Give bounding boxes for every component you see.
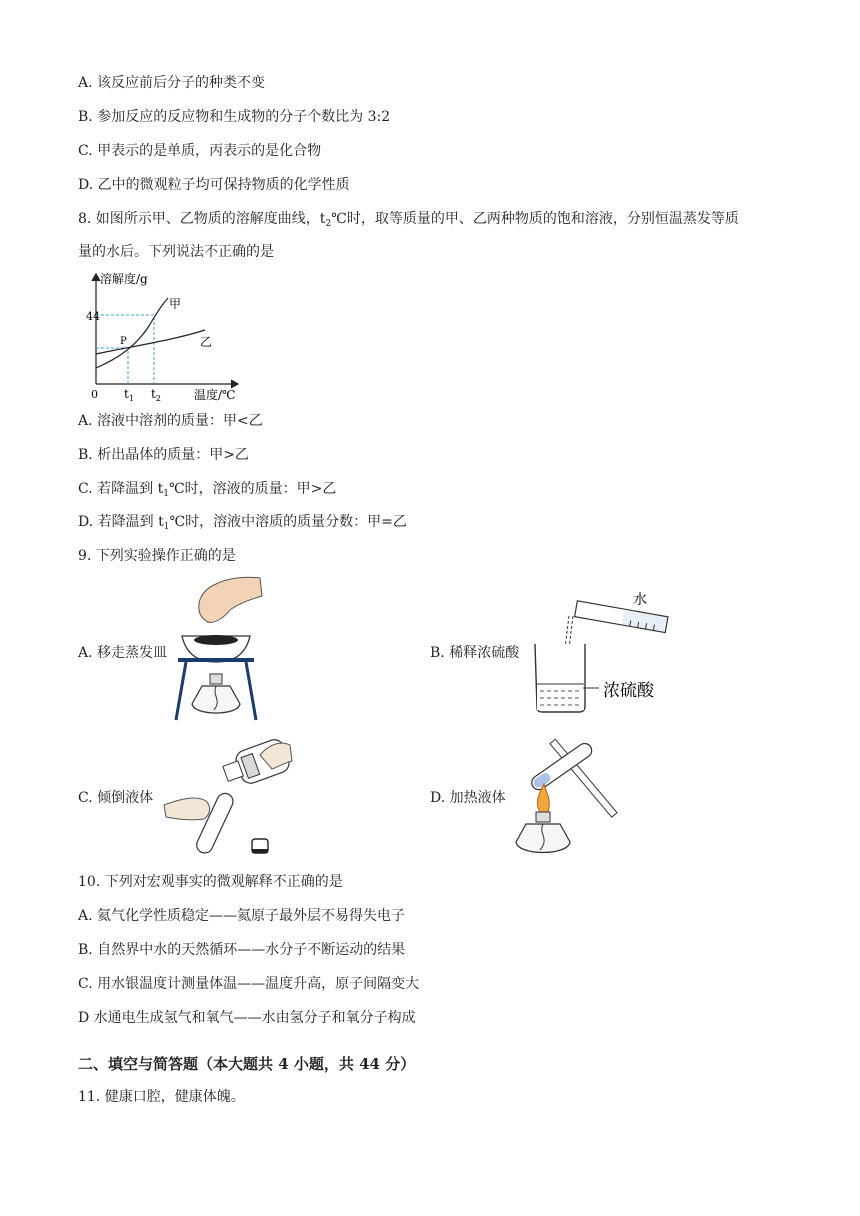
q8-option-a: A. 溶液中溶剂的质量：甲<乙 xyxy=(78,413,263,429)
q10-option-d: D 水通电生成氢气和氧气——水由氢分子和氧分子构成 xyxy=(78,1010,416,1026)
label-concentrated-acid: 浓硫酸 xyxy=(603,681,654,701)
dilute-sulfuric-acid-illustration xyxy=(527,588,677,716)
q7-option-b: B. 参加反应的反应物和生成物的分子个数比为 3:2 xyxy=(78,109,391,125)
q8-option-d: D. 若降温到 $t_1℃$时，溶液中溶质的质量分数：甲=乙 xyxy=(78,514,407,532)
y-tick-44: 44 xyxy=(86,310,100,323)
curve-jia xyxy=(96,298,168,368)
x-axis-label: 温度/℃ xyxy=(194,388,236,402)
q7-option-c: C. 甲表示的是单质，丙表示的是化合物 xyxy=(78,143,322,159)
q10-option-b: B. 自然界中水的天然循环——水分子不断运动的结果 xyxy=(78,942,406,958)
q7-option-d: D. 乙中的微观粒子均可保持物质的化学性质 xyxy=(78,177,350,193)
legend-yi: 乙 xyxy=(200,335,213,349)
q9-option-b: B. 稀释浓硫酸 xyxy=(430,645,520,661)
section-2-title: 二、填空与简答题（本大题共 4 小题，共 44 分） xyxy=(78,1055,416,1073)
q9-option-d: D. 加热液体 xyxy=(430,790,506,806)
q7-option-a: A. 该反应前后分子的种类不变 xyxy=(78,75,266,91)
q9-option-c: C. 倾倒液体 xyxy=(78,790,154,806)
hand-icon xyxy=(199,577,262,622)
q10-option-c: C. 用水银温度计测量体温——温度升高，原子间隔变大 xyxy=(78,976,420,992)
heat-liquid-illustration xyxy=(510,736,632,860)
origin-label: 0 xyxy=(91,388,98,401)
q8-option-b: B. 析出晶体的质量：甲>乙 xyxy=(78,447,249,463)
q8-option-c: C. 若降温到 $t_1℃$时，溶液的质量：甲>乙 xyxy=(78,481,337,499)
q9-option-a: A. 移走蒸发皿 xyxy=(78,645,168,661)
q10-option-a: A. 氦气化学性质稳定——氦原子最外层不易得失电子 xyxy=(78,908,406,924)
evaporating-dish-illustration xyxy=(172,574,264,724)
lower-hand-icon xyxy=(164,798,210,820)
solubility-chart xyxy=(74,268,254,406)
pour-liquid-illustration xyxy=(160,735,294,865)
curve-yi xyxy=(96,330,205,354)
guide-44 xyxy=(96,315,154,384)
legend-jia: 甲 xyxy=(169,297,182,311)
y-axis-label: 溶解度/g xyxy=(100,272,148,286)
q9-stem: 9. 下列实验操作正确的是 xyxy=(78,548,236,564)
point-p-label: P xyxy=(120,336,127,347)
q8-stem-line1: 8. 如图所示甲、乙物质的溶解度曲线，$t_2℃$时，取等质量的甲、乙两种物质的饱和溶液，分别恒温蒸发等质 xyxy=(78,211,739,229)
x-tick-t1: $t_1$ xyxy=(124,387,134,403)
q11-stem: 11. 健康口腔，健康体魄。 xyxy=(78,1089,245,1105)
q10-stem: 10. 下列对宏观事实的微观解释不正确的是 xyxy=(78,874,343,890)
x-tick-t2: $t_2$ xyxy=(151,387,161,403)
label-water: 水 xyxy=(633,592,647,608)
q8-stem-line2: 量的水后。下列说法不正确的是 xyxy=(78,244,274,260)
